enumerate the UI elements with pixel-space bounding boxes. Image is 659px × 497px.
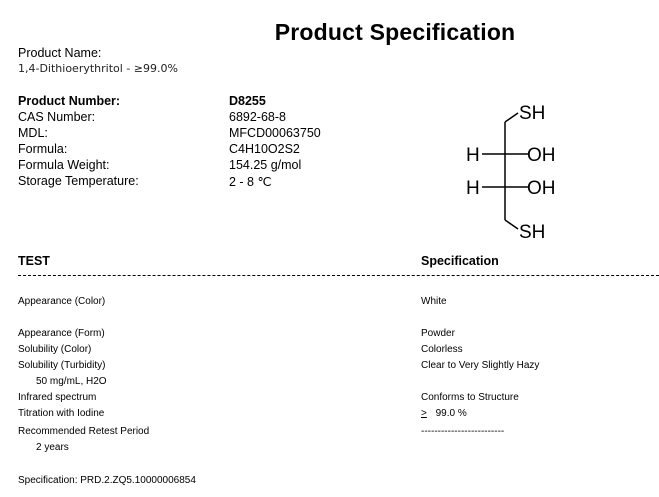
sh-bottom-label: SH xyxy=(519,222,546,243)
spec-infrared-spectrum: Conforms to Structure xyxy=(421,392,519,403)
storage-temperature-value: 2 - 8 ℃ xyxy=(229,175,272,189)
h-label-2: H xyxy=(466,178,480,199)
oh-label-1: OH xyxy=(527,145,556,166)
page-title: Product Specification xyxy=(274,19,516,45)
oh-label-2: OH xyxy=(527,178,556,199)
mdl-label: MDL: xyxy=(18,126,48,140)
product-name-label: Product Name: xyxy=(18,46,102,60)
mdl-value: MFCD00063750 xyxy=(229,126,321,140)
spec-retest-period: ------------------------- xyxy=(421,426,505,437)
test-solubility-color: Solubility (Color) xyxy=(18,344,92,355)
spec-titration-iodine xyxy=(421,408,467,419)
formula-weight-label: Formula Weight: xyxy=(18,158,110,172)
test-appearance-form: Appearance (Form) xyxy=(18,328,105,339)
spec-solubility-turbidity: Clear to Very Slightly Hazy xyxy=(421,360,540,371)
test-column-header: TEST xyxy=(18,254,50,268)
h-label-1: H xyxy=(466,145,480,166)
spec-appearance-color: White xyxy=(421,296,447,307)
cas-number-value: 6892-68-8 xyxy=(229,110,286,124)
test-titration-iodine: Titration with Iodine xyxy=(18,408,105,419)
header-divider xyxy=(18,275,659,276)
product-number-label: Product Number: xyxy=(18,94,121,108)
spec-appearance-form: Powder xyxy=(421,328,455,339)
product-number-value: D8255 xyxy=(229,94,266,108)
test-retest-period: Recommended Retest Period xyxy=(18,426,150,437)
test-retest-duration: 2 years xyxy=(36,442,69,453)
cas-number-label: CAS Number: xyxy=(18,110,96,124)
test-solubility-condition: 50 mg/mL, H2O xyxy=(36,376,107,387)
specification-column-header: Specification xyxy=(421,254,499,268)
formula-weight-value: 154.25 g/mol xyxy=(229,158,302,172)
formula-value: C4H10O2S2 xyxy=(229,142,300,156)
sh-top-label: SH xyxy=(519,103,546,124)
structure-bonds xyxy=(482,113,528,229)
test-appearance-color: Appearance (Color) xyxy=(18,296,106,307)
chemical-structure xyxy=(460,95,570,245)
specification-footer: Specification: PRD.2.ZQ5.10000006854 xyxy=(18,475,196,486)
test-infrared-spectrum: Infrared spectrum xyxy=(18,392,97,403)
storage-temperature-label: Storage Temperature: xyxy=(18,174,139,188)
test-solubility-turbidity: Solubility (Turbidity) xyxy=(18,360,106,371)
bond-bottom-sh xyxy=(505,220,518,229)
spec-solubility-color: Colorless xyxy=(421,344,463,355)
bond-top-sh xyxy=(505,113,518,122)
titration-value: 99.0 % xyxy=(435,408,467,419)
greater-equal-symbol: > xyxy=(421,408,427,419)
formula-label: Formula: xyxy=(18,142,68,156)
product-name-value: 1,4-Dithioerythritol - ≥99.0% xyxy=(18,62,178,75)
